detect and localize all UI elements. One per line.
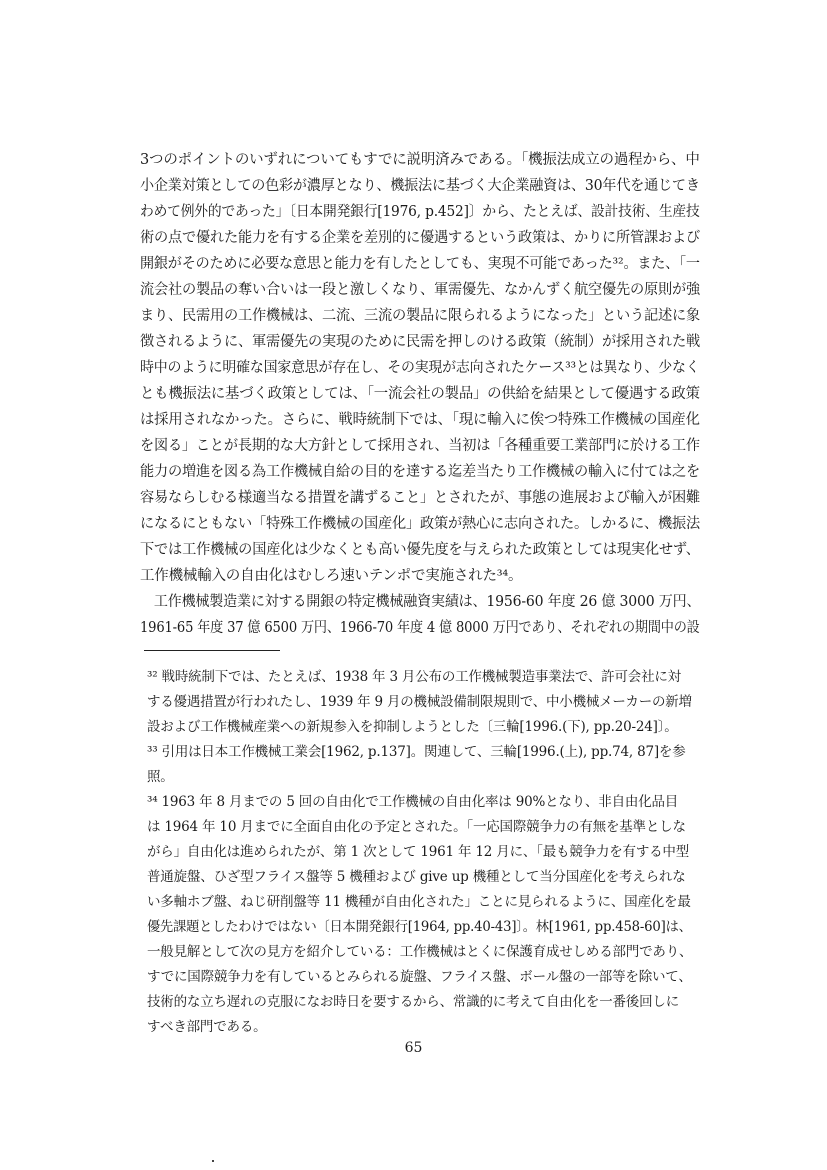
body-line: 3つのポイントのいずれについてもすでに説明済みである。「機振法成立の過程から、中 (140, 152, 700, 168)
body-line: を図る」ことが長期的な大方針として採用され、当初は「各種重要工業部門に於ける工作 (140, 438, 700, 454)
footnote-line: 普通旋盤、ひざ型フライス盤等 5 機種および give up 機種として当分国産化を考えられな (147, 869, 686, 885)
footnote-line: する優遇措置が行われたし、1939 年 9 月の機械設備制限規則で、中小機械メーカーの新増 (147, 694, 692, 710)
body-line: 下では工作機械の国産化は少なくとも高い優先度を与えられた政策としては現実化せず、 (140, 542, 700, 558)
footnote-line: い多軸ホブ盤、ねじ研削盤等 11 機種が自由化された」ことに見られるように、国産化を最 (147, 894, 691, 910)
page-number: 65 (404, 1040, 423, 1056)
body-line: は採用されなかった。さらに、戦時統制下では、「現に輸入に俟つ特殊工作機械の国産化 (140, 412, 700, 428)
body-line: まり、民需用の工作機械は、二流、三流の製品に限られるようになった」という記述に象 (140, 308, 700, 324)
body-line: になるにともない「特殊工作機械の国産化」政策が熱心に志向された。しかるに、機振法 (140, 516, 700, 532)
footnote-line: ³² 戦時統制下では、たとえば、1938 年 3 月公布の工作機械製造事業法で、許可会社に対 (147, 669, 681, 685)
body-line: 能力の増進を図る為工作機械自給の目的を達する迄差当たり工作機械の輸入に付ては之を (140, 464, 700, 480)
body-line: 術の点で優れた能力を有する企業を差別的に優遇するという政策は、かりに所管課および (140, 230, 700, 246)
body-line: 徴されるように、軍需優先の実現のために民需を押しのける政策（統制）が採用された戦 (140, 334, 700, 350)
footnote-line: ³⁴ 1963 年 8 月までの 5 回の自由化で工作機械の自由化率は 90%となり、非自由化品目 (147, 794, 679, 810)
body-line: 工作機械製造業に対する開銀の特定機械融資実績は、1956-60 年度 26 億 3000 万円、 (140, 594, 701, 610)
body-line: 容易ならしむる様適当なる措置を講ずること」とされたが、事態の進展および輸入が困難 (140, 490, 700, 506)
footnote-divider (144, 650, 280, 651)
footnote-line: 一般見解として次の見方を紹介している：工作機械はとくに保護育成せしめる部門であり、 (147, 944, 693, 960)
body-line: 小企業対策としての色彩が濃厚となり、機振法に基づく大企業融資は、30年代を通じてき (140, 178, 700, 194)
footnote-line: がら」自由化は進められたが、第 1 次として 1961 年 12 月に、「最も競争力を有する中型 (147, 844, 690, 860)
body-line: 時中のように明確な国家意思が存在し、その実現が志向されたケース³³とは異なり、少なく (140, 360, 700, 376)
body-line: 1961-65 年度 37 億 6500 万円、1966-70 年度 4 億 8000 万円であり、それぞれの期間中の設 (140, 620, 700, 636)
body-line: 工作機械輸入の自由化はむしろ速いテンポで実施された³⁴。 (140, 568, 523, 584)
body-line: 開銀がそのために必要な意思と能力を有したとしても、実現不可能であった³²。また、「一 (140, 256, 700, 272)
footnote-line: 技術的な立ち遅れの克服になお時日を要するから、常識的に考えて自由化を一番後回しに (147, 994, 679, 1010)
body-line: 流会社の製品の奪い合いは一段と激しくなり、軍需優先、なかんずく航空優先の原則が強 (140, 282, 700, 298)
footnote-line: 優先課題としたわけではない〔日本開発銀行[1964, pp.40-43]〕。林[1961, pp.458-60]は、 (147, 919, 692, 935)
footnote-line: すべき部門である。 (147, 1019, 267, 1035)
footnote-line: ³³ 引用は日本工作機械工業会[1962, p.137]。関連して、三輪[1996.(上), pp.74, 87]を参 (147, 744, 686, 760)
footnote-line: 設および工作機械産業への新規参入を抑制しようとした〔三輪[1996.(下), pp.20-24]〕。 (147, 719, 678, 735)
footnote-line: 照。 (147, 769, 174, 785)
body-line: わめて例外的であった」〔日本開発銀行[1976, p.452]〕から、たとえば、設計技術、生産技 (140, 204, 700, 220)
footnote-line: は 1964 年 10 月までに全面自由化の予定とされた。「一応国際競争力の有無を基準としな (147, 819, 686, 835)
scan-speck (212, 1160, 214, 1162)
footnote-line: すでに国際競争力を有しているとみられる旋盤、フライス盤、ボール盤の一部等を除いて、 (147, 969, 692, 985)
body-line: とも機振法に基づく政策としては、「一流会社の製品」の供給を結果として優遇する政策 (140, 386, 700, 402)
